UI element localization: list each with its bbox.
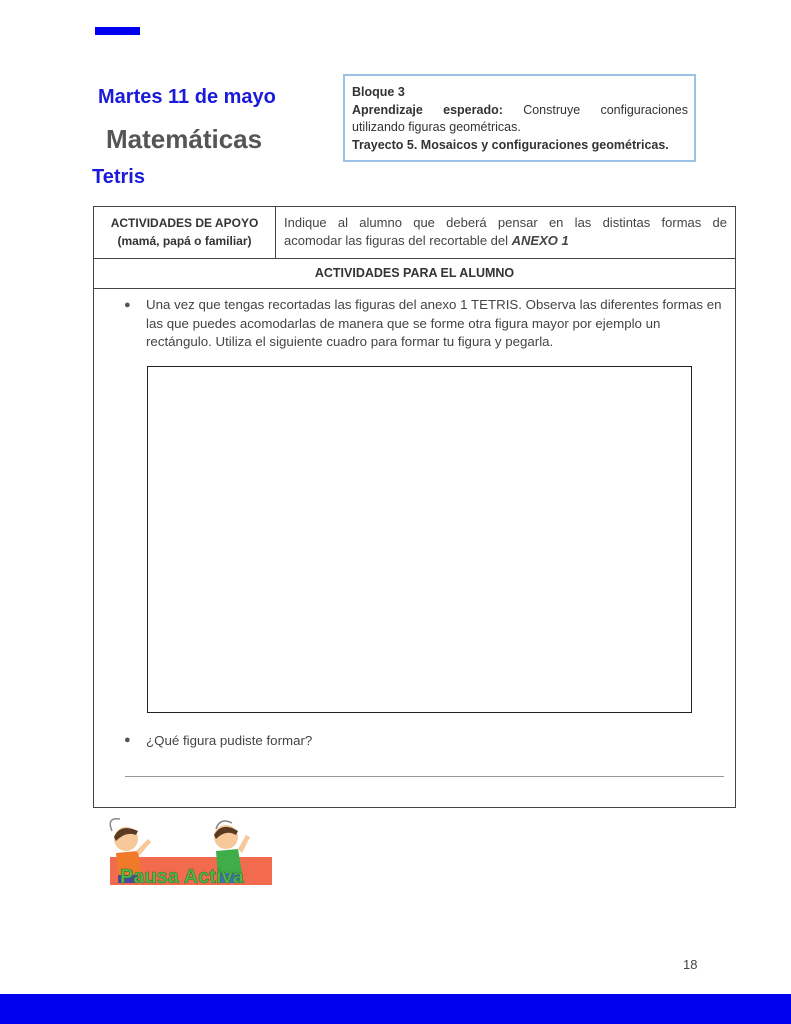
lesson-title: Tetris [92, 166, 145, 188]
block-label: Bloque 3 [352, 85, 405, 99]
figure-work-area [147, 366, 692, 713]
subject-title: Matemáticas [106, 124, 263, 154]
bottom-accent-bar [0, 994, 791, 1024]
bullet-icon: ● [124, 299, 131, 311]
expected-learning-text-2: utilizando figuras geométricas. [352, 120, 521, 134]
answer-line [125, 776, 724, 777]
expected-learning [352, 102, 688, 120]
support-text-line-2 [284, 232, 727, 250]
trajectory-label: Trayecto 5. Mosaicos y configuraciones geométricas. [352, 137, 669, 152]
support-text-line-2-body: acomodar las figuras del recortable del [284, 233, 509, 248]
support-heading-subtitle: (mamá, papá o familiar) [117, 234, 252, 248]
bullet-icon: ● [124, 734, 131, 746]
lesson-date: Martes 11 de mayo [98, 86, 276, 108]
pausa-activa-illustration [98, 815, 274, 891]
learning-info-box [343, 74, 696, 162]
support-heading-title: ACTIVIDADES DE APOYO [110, 216, 259, 230]
expected-learning-label: Aprendizaje esperado: [352, 102, 503, 117]
activity-table [93, 206, 736, 808]
page-number: 18 [683, 957, 698, 972]
support-instructions [284, 214, 727, 250]
instruction-item [124, 296, 729, 352]
student-activities-heading: ACTIVIDADES PARA EL ALUMNO [94, 258, 735, 289]
top-accent-bar [95, 27, 140, 35]
support-heading [94, 207, 276, 258]
pausa-activa-graphic [98, 815, 274, 891]
instruction-text: Una vez que tengas recortadas las figuras del anexo 1 TETRIS. Observa las diferentes formas en las que puedes acomodarlas de manera que se forme otra figura mayor por ejemplo un rectángulo. Utiliza el siguiente cuadro para formar tu figura y pegarla. [146, 297, 722, 349]
support-text-line-1: Indique al alumno que deberá pensar en las distintas formas de [284, 215, 727, 230]
expected-learning-text-1: Construye configuraciones [523, 102, 688, 117]
pausa-activa-label: Pausa Activa [120, 866, 244, 888]
question-item [124, 733, 312, 748]
support-row [94, 207, 735, 259]
annex-reference: ANEXO 1 [511, 233, 569, 248]
question-text: ¿Qué figura pudiste formar? [146, 733, 313, 748]
